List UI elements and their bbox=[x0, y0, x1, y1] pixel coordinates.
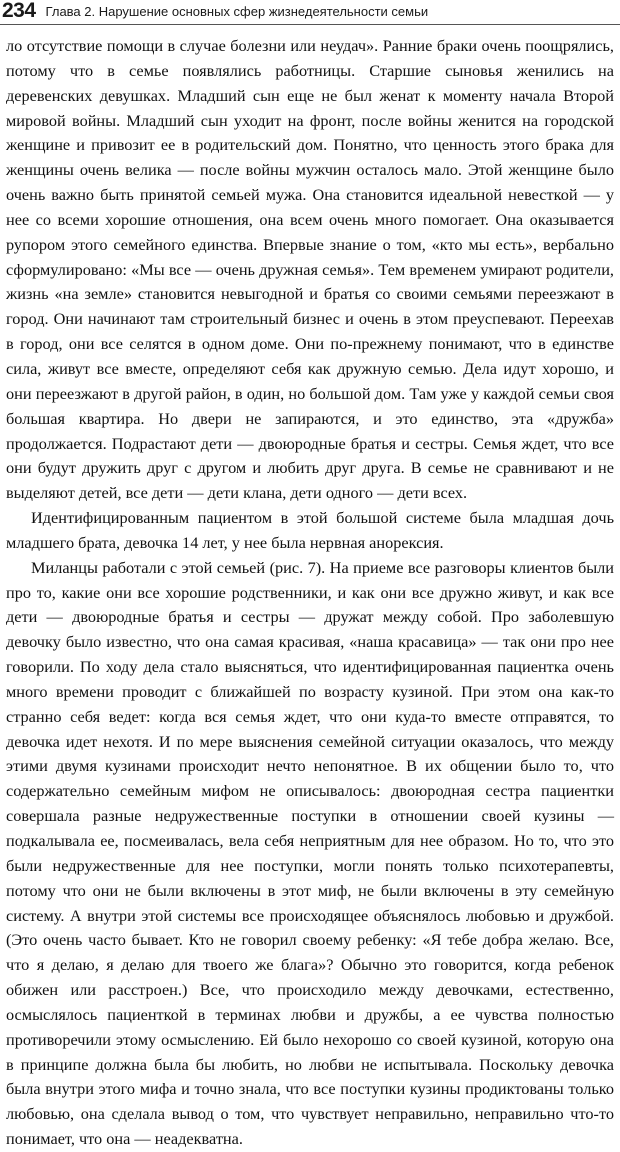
body-text bbox=[6, 34, 614, 1152]
page-number: 234 bbox=[2, 0, 36, 22]
paragraph-continuation: ло отсутствие помощи в случае болезни или неудач». Ранние браки очень поощрялись, потому что в семье появлялись работницы. Старшие сыновья женились на деревенских девушках. Младший сын еще не был женат к моменту начала Второй мировой войны. Младший сын уходит на фронт, после войны женится на городской женщине и привозит ее в родительский дом. Понятно, что ценность этого брака для женщины очень велика — после войны мужчин осталось мало. Этой женщине было очень важно быть принятой семьей мужа. Она становится идеальной невесткой — у нее со всеми хорошие отношения, она всем очень много помогает. Она оказывается рупором этого семейного единства. Впервые знание о том, «кто мы есть», вербально сформулировано: «Мы все — очень дружная семья». Тем временем умирают родители, жизнь «на земле» становится невыгодной и братья со своими семьями переезжают в город. Они начинают там строительный бизнес и очень в этом преуспевают. Переехав в город, они все селятся в одном доме. Они по-прежнему понимают, что в единстве сила, живут все вместе, определяют себя как дружную семью. Дела идут хорошо, и они переезжают в другой район, в один, но большой дом. Там уже у каждой семьи своя большая квартира. Но двери не запираются, и это единство, эта «дружба» продолжается. Подрастают дети — двоюродные братья и сестры. Семья ждет, что все они будут дружить друг с другом и любить друг друга. В семье не сравнивают и не выделяют детей, все дети — дети клана, дети одного — дети всех. bbox=[6, 36, 614, 503]
running-title: Глава 2. Нарушение основных сфер жизнедеятельности семьи bbox=[45, 3, 429, 19]
paragraph: Идентифицированным пациентом в этой большой системе была младшая дочь младшего брата, девочка 14 лет, у нее была нервная анорексия. bbox=[6, 508, 614, 552]
paragraph: Миланцы работали с этой семьей (рис. 7). На приеме все разговоры клиентов были про то, какие они все хорошие родственники, и как они все дружно живут, и как все дети — двоюродные братья и сестры — дружат между собой. Про заболевшую девочку было известно, что она самая красивая, «наша красавица» — так они про нее говорили. По ходу дела стало выясняться, что идентифицированная пациентка очень много времени проводит с ближайшей по возрасту кузиной. При этом она как-то странно себя ведет: когда вся семья ждет, что они куда-то вместе отправятся, то девочка идет нехотя. И по мере выяснения семейной ситуации оказалось, что между этими двумя кузинами происходит нечто непонятное. В их общении было то, что содержательно семейным мифом не описывалось: двоюродная сестра пациентки совершала разные недружественные поступки в отношении своей кузины — подкалывала ее, посмеивалась, вела себя неприятным для нее образом. Но то, что это были недружественные для нее поступки, могли понять только психотерапевты, потому что они не были включены в этот миф, не были включены в эту семейную систему. А внутри этой системы все происходящее объяснялось любовью и дружбой. (Это очень часто бывает. Кто не говорил своему ребенку: «Я тебе добра желаю. Все, что я делаю, я делаю для твоего же блага»? Обычно это говорится, когда ребенок обижен или расстроен.) Все, что происходило между девочками, естественно, осмыслялось пациенткой в терминах любви и дружбы, а ее чувства полностью противоречили этому осмыслению. Ей было нехорошо со своей кузиной, которую она в принципе должна была бы любить, но любви не испытывала. Поскольку девочка была внутри этого мифа и точно знала, что все поступки кузины продиктованы только любовью, она сделала вывод о том, что чувствует неправильно, неправильно что-то понимает, что она — неадекватна. bbox=[6, 557, 614, 1149]
page-header bbox=[0, 0, 620, 22]
header-divider bbox=[0, 24, 620, 25]
